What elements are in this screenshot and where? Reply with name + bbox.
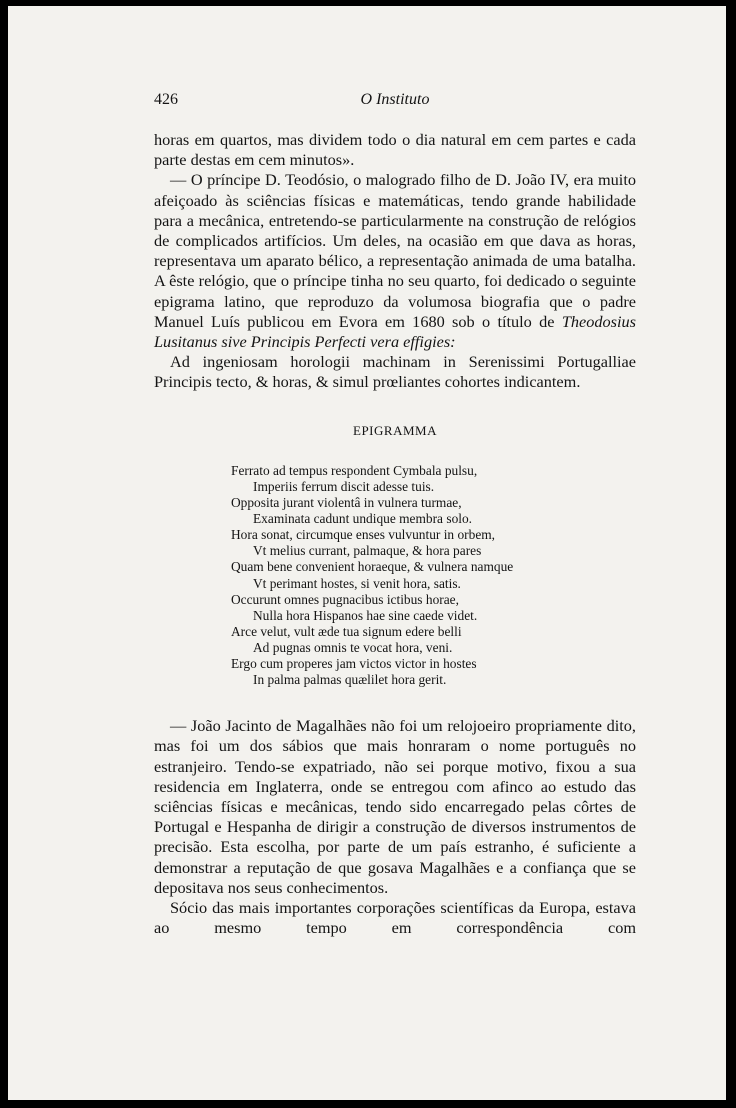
running-header: [154, 90, 636, 116]
poem-line: Occurunt omnes pugnacibus ictibus horae,: [231, 591, 459, 607]
poem-line: Vt perimant hostes, si venit hora, satis.: [253, 575, 461, 591]
page-sheet: [8, 6, 726, 1100]
poem-line: Vt melius currant, palmaque, & hora pares: [253, 543, 482, 559]
poem-line: In palma palmas quælilet hora gerit.: [253, 672, 447, 688]
poem-line: Ergo cum properes jam victos victor in hostes: [231, 655, 477, 671]
poem-line: Nulla hora Hispanos hae sine caede videt.: [253, 607, 478, 623]
epigram-heading: EPIGRAMMA: [353, 422, 437, 438]
page-content: [154, 90, 636, 938]
epigram-poem: [231, 463, 636, 688]
paragraph-magalhaes: — João Jacinto de Magalhães não foi um relojoeiro propriamente dito, mas foi um dos sábios que mais honraram o nome português no estranjeiro. Tendo-se expatriado, não sei porque motivo, fixou a sua residencia em Inglaterra, onde se entregou com afinco ao estudo das sciências físicas e mecânicas, tendo sido encarregado pelas côrtes de Portugal e Hespanha de dirigir a construção de diversos instrumentos de precisão. Esta escolha, por parte de um país estranho, é suficiente a demonstrar a reputação de que gosava Magalhães e a confiança que se depositava nos seus conhecimentos.: [154, 716, 636, 897]
paragraph-teodosio: [154, 170, 636, 352]
poem-line: Arce velut, vult æde tua signum edere belli: [231, 623, 462, 639]
poem-line: Imperiis ferrum discit adesse tuis.: [253, 478, 435, 494]
poem-line: Ferrato ad tempus respondent Cymbala pulsu,: [231, 462, 478, 478]
paragraph-continuation: horas em quartos, mas dividem todo o dia natural em cem partes e cada parte destas em cem minutos».: [154, 130, 636, 170]
paragraph-socio: Sócio das mais importantes corporações scientíficas da Europa, estava ao mesmo tempo em correspondência com: [154, 897, 636, 938]
poem-line: Opposita jurant violentâ in vulnera turmae,: [231, 495, 462, 511]
paragraph-latin-dedication: Ad ingeniosam horologii machinam in Serenissimi Portugalliae Principis tecto, & horas, & simul prœliantes cohortes indicantem.: [154, 352, 636, 392]
book-title: Theodosius Lusitanus sive Principis Perfecti vera effigies:: [154, 311, 636, 352]
poem-line: Quam bene convenient horaeque, & vulnera namque: [231, 559, 514, 575]
running-title: O Instituto: [360, 91, 430, 108]
page-number: 426: [154, 91, 178, 108]
poem-line: Ad pugnas omnis te vocat hora, veni.: [253, 639, 453, 655]
poem-line: Examinata cadunt undique membra solo.: [253, 511, 473, 527]
paragraph-teodosio-text: — O príncipe D. Teodósio, o malogrado filho de D. João IV, era muito afeiçoado às sciências físicas e matemáticas, tendo grande habilidade para a mecânica, entretendo-se particularmente na construção de relógios de complicados artifícios. Um deles, na ocasião em que dava as horas, representava um aparato bélico, a representação animada de uma batalha. A êste relógio, que o príncipe tinha no seu quarto, foi dedicado o seguinte epigrama latino, que reproduzo da volumosa biografia que o padre Manuel Luís publicou em Evora em 1680 sob o título de: [154, 170, 636, 331]
poem-line: Hora sonat, circumque enses vulvuntur in orbem,: [231, 527, 496, 543]
section-gap: [154, 688, 636, 716]
